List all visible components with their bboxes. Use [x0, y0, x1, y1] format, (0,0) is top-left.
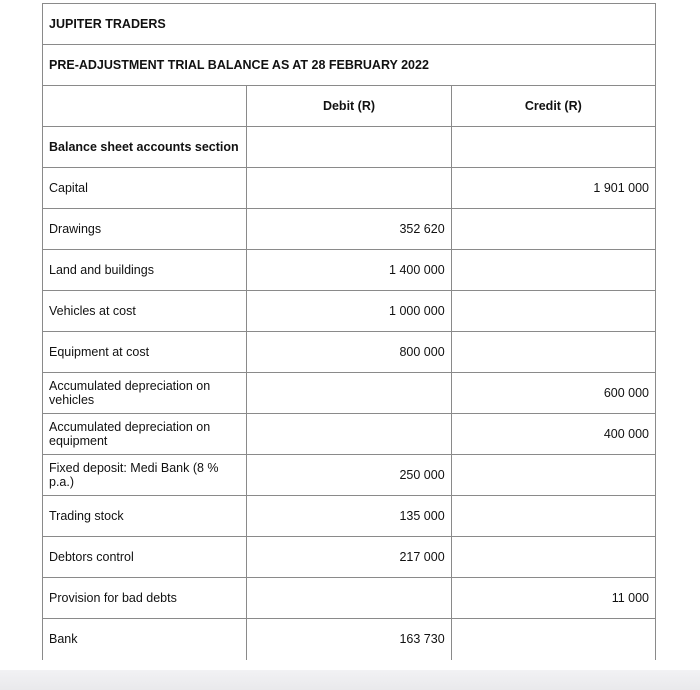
company-name: JUPITER TRADERS	[43, 4, 656, 45]
company-row	[43, 4, 656, 45]
debit-value: 250 000	[247, 455, 451, 496]
account-name: Vehicles at cost	[43, 291, 247, 332]
account-rows	[43, 168, 656, 660]
account-name: Land and buildings	[43, 250, 247, 291]
credit-value	[451, 291, 655, 332]
page-bottom-edge	[0, 670, 700, 690]
credit-value: 11 000	[451, 578, 655, 619]
account-name: Bank	[43, 619, 247, 660]
table-row	[43, 291, 656, 332]
account-name: Capital	[43, 168, 247, 209]
section-title: Balance sheet accounts section	[43, 127, 247, 168]
credit-value	[451, 209, 655, 250]
table-row	[43, 209, 656, 250]
table-row	[43, 619, 656, 660]
section-debit-cell	[247, 127, 451, 168]
debit-value: 163 730	[247, 619, 451, 660]
section-credit-cell	[451, 127, 655, 168]
debit-value: 352 620	[247, 209, 451, 250]
credit-value	[451, 250, 655, 291]
table-row	[43, 250, 656, 291]
trial-balance-sheet	[42, 3, 656, 660]
debit-value: 1 000 000	[247, 291, 451, 332]
credit-value: 400 000	[451, 414, 655, 455]
column-header-row	[43, 86, 656, 127]
account-name: Accumulated depreciation on vehicles	[43, 373, 247, 414]
table-row	[43, 578, 656, 619]
table-row	[43, 496, 656, 537]
debit-value: 800 000	[247, 332, 451, 373]
account-name: Provision for bad debts	[43, 578, 247, 619]
account-name: Trading stock	[43, 496, 247, 537]
table-row	[43, 414, 656, 455]
table-row	[43, 455, 656, 496]
account-name: Equipment at cost	[43, 332, 247, 373]
credit-value	[451, 619, 655, 660]
table-row	[43, 373, 656, 414]
credit-value: 1 901 000	[451, 168, 655, 209]
document-heading: PRE-ADJUSTMENT TRIAL BALANCE AS AT 28 FEBRUARY 2022	[43, 45, 656, 86]
credit-value	[451, 496, 655, 537]
debit-value	[247, 578, 451, 619]
debit-value: 1 400 000	[247, 250, 451, 291]
debit-value	[247, 414, 451, 455]
table-row	[43, 537, 656, 578]
debit-value	[247, 373, 451, 414]
debit-column-header: Debit (R)	[247, 86, 451, 127]
account-name: Accumulated depreciation on equipment	[43, 414, 247, 455]
credit-value: 600 000	[451, 373, 655, 414]
heading-row	[43, 45, 656, 86]
trial-balance-table	[42, 3, 656, 660]
debit-value: 135 000	[247, 496, 451, 537]
account-name: Drawings	[43, 209, 247, 250]
credit-value	[451, 455, 655, 496]
credit-value	[451, 332, 655, 373]
debit-value: 217 000	[247, 537, 451, 578]
table-row	[43, 332, 656, 373]
section-row	[43, 127, 656, 168]
debit-value	[247, 168, 451, 209]
credit-value	[451, 537, 655, 578]
table-row	[43, 168, 656, 209]
account-name: Fixed deposit: Medi Bank (8 % p.a.)	[43, 455, 247, 496]
credit-column-header: Credit (R)	[451, 86, 655, 127]
account-name: Debtors control	[43, 537, 247, 578]
account-column-header	[43, 86, 247, 127]
